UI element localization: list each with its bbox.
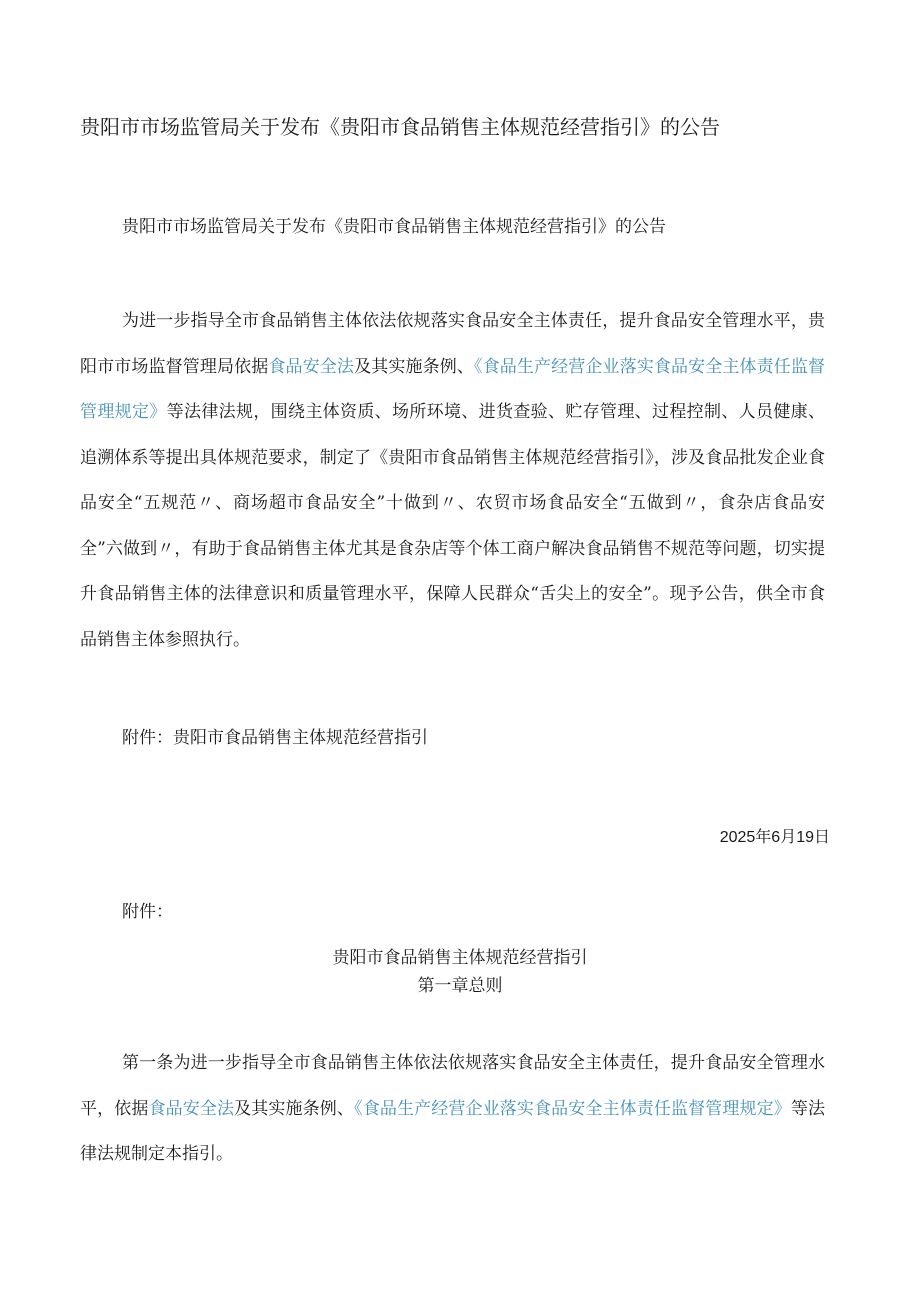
article-1-text-3: 等法律法规制定本指引。 [80, 1098, 826, 1164]
intro-text-2: 及其实施条例、 [354, 356, 474, 377]
chapter-title: 第一章总则 [417, 976, 503, 996]
intro-paragraph [80, 299, 825, 663]
page-title: 贵阳市市场监管局关于发布《贵阳市食品销售主体规范经营指引》的公告 [80, 115, 720, 139]
food-safety-law-link[interactable]: 食品安全法 [268, 356, 355, 377]
regulation-link[interactable]: 《食品生产经营企业落实食品安全主体责任监督管理规定》 [80, 356, 826, 422]
announcement-heading: 贵阳市市场监管局关于发布《贵阳市食品销售主体规范经营指引》的公告 [122, 217, 666, 237]
publish-date: 2025年6月19日 [719, 829, 830, 846]
attachment-line: 附件：贵阳市食品销售主体规范经营指引 [122, 728, 428, 748]
article-1-paragraph [80, 1041, 825, 1178]
guide-title: 贵阳市食品销售主体规范经营指引 [332, 948, 588, 968]
attachment-label: 附件： [122, 902, 173, 922]
article-1-text-2: 及其实施条例、 [234, 1098, 355, 1119]
article-regulation-link[interactable]: 《食品生产经营企业落实食品安全主体责任监督管理规定》 [354, 1098, 791, 1119]
article-1-text-1: 第一条为进一步指导全市食品销售主体依法依规落实食品安全主体责任，提升食品安全管理水平，依据 [80, 1053, 825, 1119]
intro-text-1: 为进一步指导全市食品销售主体依法依规落实食品安全主体责任，提升食品安全管理水平，贵阳市市场监督管理局依据 [80, 311, 825, 377]
article-food-safety-law-link[interactable]: 食品安全法 [148, 1098, 235, 1119]
intro-text-3: 等法律法规，围绕主体资质、场所环境、进货查验、贮存管理、过程控制、人员健康、追溯体系等提出具体规范要求，制定了《贵阳市食品销售主体规范经营指引》，涉及食品批发企业食品安全“五规范〃、商场超市食品安全”十做到〃、农贸市场食品安全“五做到〃，食杂店食品安全”六做到〃，有助于食品销售主体尤其是食杂店等个体工商户解决食品销售不规范等问题，切实提升食品销售主体的法律意识和质量管理水平，保障人民群众“舌尖上的安全”。现予公告，供全市食品销售主体参照执行。 [80, 402, 826, 650]
